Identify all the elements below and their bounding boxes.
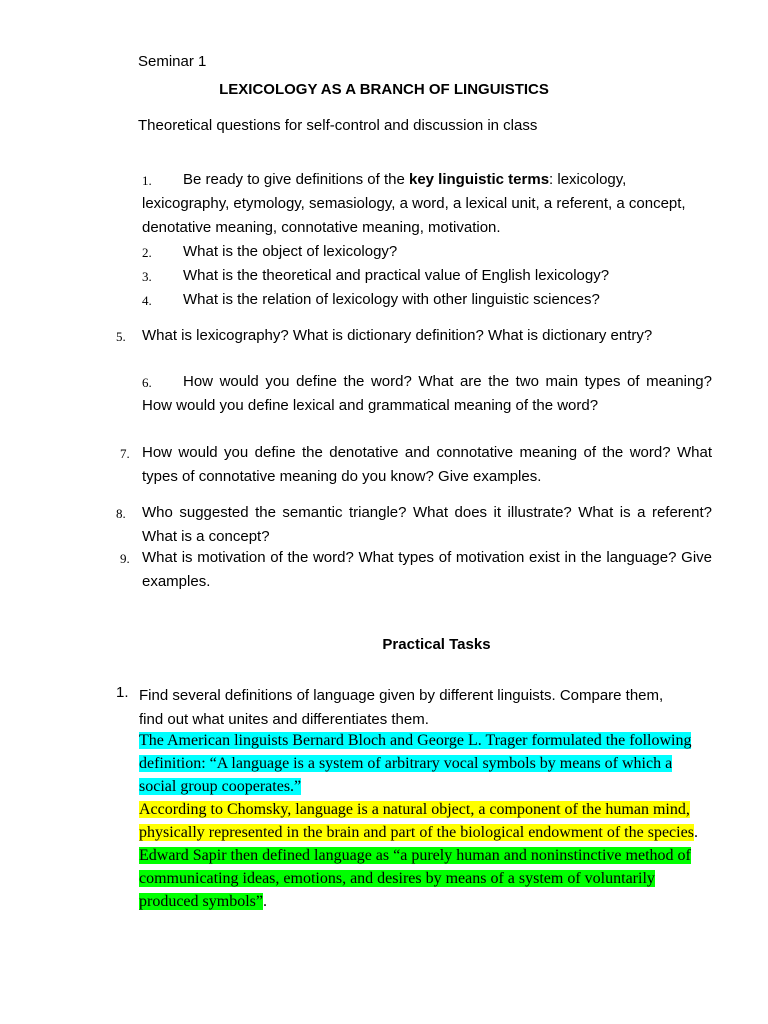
task-text: Find several definitions of language given by different linguists. Compare them, find out what unites and differentiates them. (139, 687, 664, 728)
chomsky-period: . (693, 824, 698, 841)
question-1 (142, 168, 712, 240)
question-2 (142, 240, 712, 264)
question-7 (120, 441, 712, 489)
question-6 (142, 370, 712, 418)
question-5 (116, 324, 712, 348)
question-number: 5. (116, 329, 126, 344)
chomsky-definition (139, 798, 709, 844)
question-9 (120, 546, 712, 594)
task-number: 1. (116, 684, 129, 701)
question-text-part: : lexicology, lexicography, etymology, semasiology, a word, a lexical unit, a referent, a concept, denotative meaning, connotative meaning, motivation. (142, 171, 686, 236)
question-text-part: Be ready to give definitions of the (183, 171, 409, 188)
practical-tasks-heading: Practical Tasks (382, 636, 491, 653)
cyan-highlight: The American linguists Bernard Bloch and George L. Trager formulated the following definition: “A language is a system of arbitrary vocal symbols by means of which a social group cooperates.” (139, 732, 692, 795)
question-text: What is the object of lexicology? (183, 243, 398, 260)
question-number: 6. (142, 375, 152, 390)
question-text: What is lexicography? What is dictionary definition? What is dictionary entry? (142, 327, 653, 344)
yellow-highlight: According to Chomsky, language is a natural object, a component of the human mind, physically represented in the brain and part of the biological endowment of the species (139, 801, 694, 841)
page-title: LEXICOLOGY AS A BRANCH OF LINGUISTICS (219, 81, 549, 98)
question-text: Who suggested the semantic triangle? What does it illustrate? What is a referent? What is a concept? (142, 504, 712, 545)
question-number: 3. (142, 269, 152, 284)
question-text: What is the theoretical and practical value of English lexicology? (183, 267, 610, 284)
question-text: What is motivation of the word? What types of motivation exist in the language? Give examples. (142, 549, 712, 590)
question-number: 2. (142, 245, 152, 260)
question-3 (142, 264, 712, 288)
seminar-label: Seminar 1 (138, 53, 207, 70)
intro-text: Theoretical questions for self-control and discussion in class (138, 117, 538, 134)
question-text: How would you define the denotative and connotative meaning of the word? What types of connotative meaning do you know? Give examples. (142, 444, 712, 485)
answer-quotes (139, 729, 709, 913)
question-text: How would you define the word? What are the two main types of meaning? How would you define lexical and grammatical meaning of the word? (142, 373, 712, 414)
key-terms-bold: key linguistic terms (408, 171, 550, 188)
question-number: 7. (120, 446, 130, 461)
question-text (142, 168, 712, 240)
green-highlight: Edward Sapir then defined language as “a purely human and noninstinctive method of communicating ideas, emotions, and desires by means of a system of voluntarily produced symbols” (139, 847, 691, 910)
question-text: What is the relation of lexicology with other linguistic sciences? (183, 291, 600, 308)
question-number: 4. (142, 293, 152, 308)
question-number: 9. (120, 551, 130, 566)
question-4 (142, 288, 712, 312)
sapir-period: . (262, 893, 267, 910)
bloch-trager-definition (139, 729, 709, 798)
sapir-definition (139, 844, 709, 913)
question-number: 1. (142, 173, 152, 188)
question-number: 8. (116, 506, 126, 521)
question-8 (116, 501, 712, 549)
